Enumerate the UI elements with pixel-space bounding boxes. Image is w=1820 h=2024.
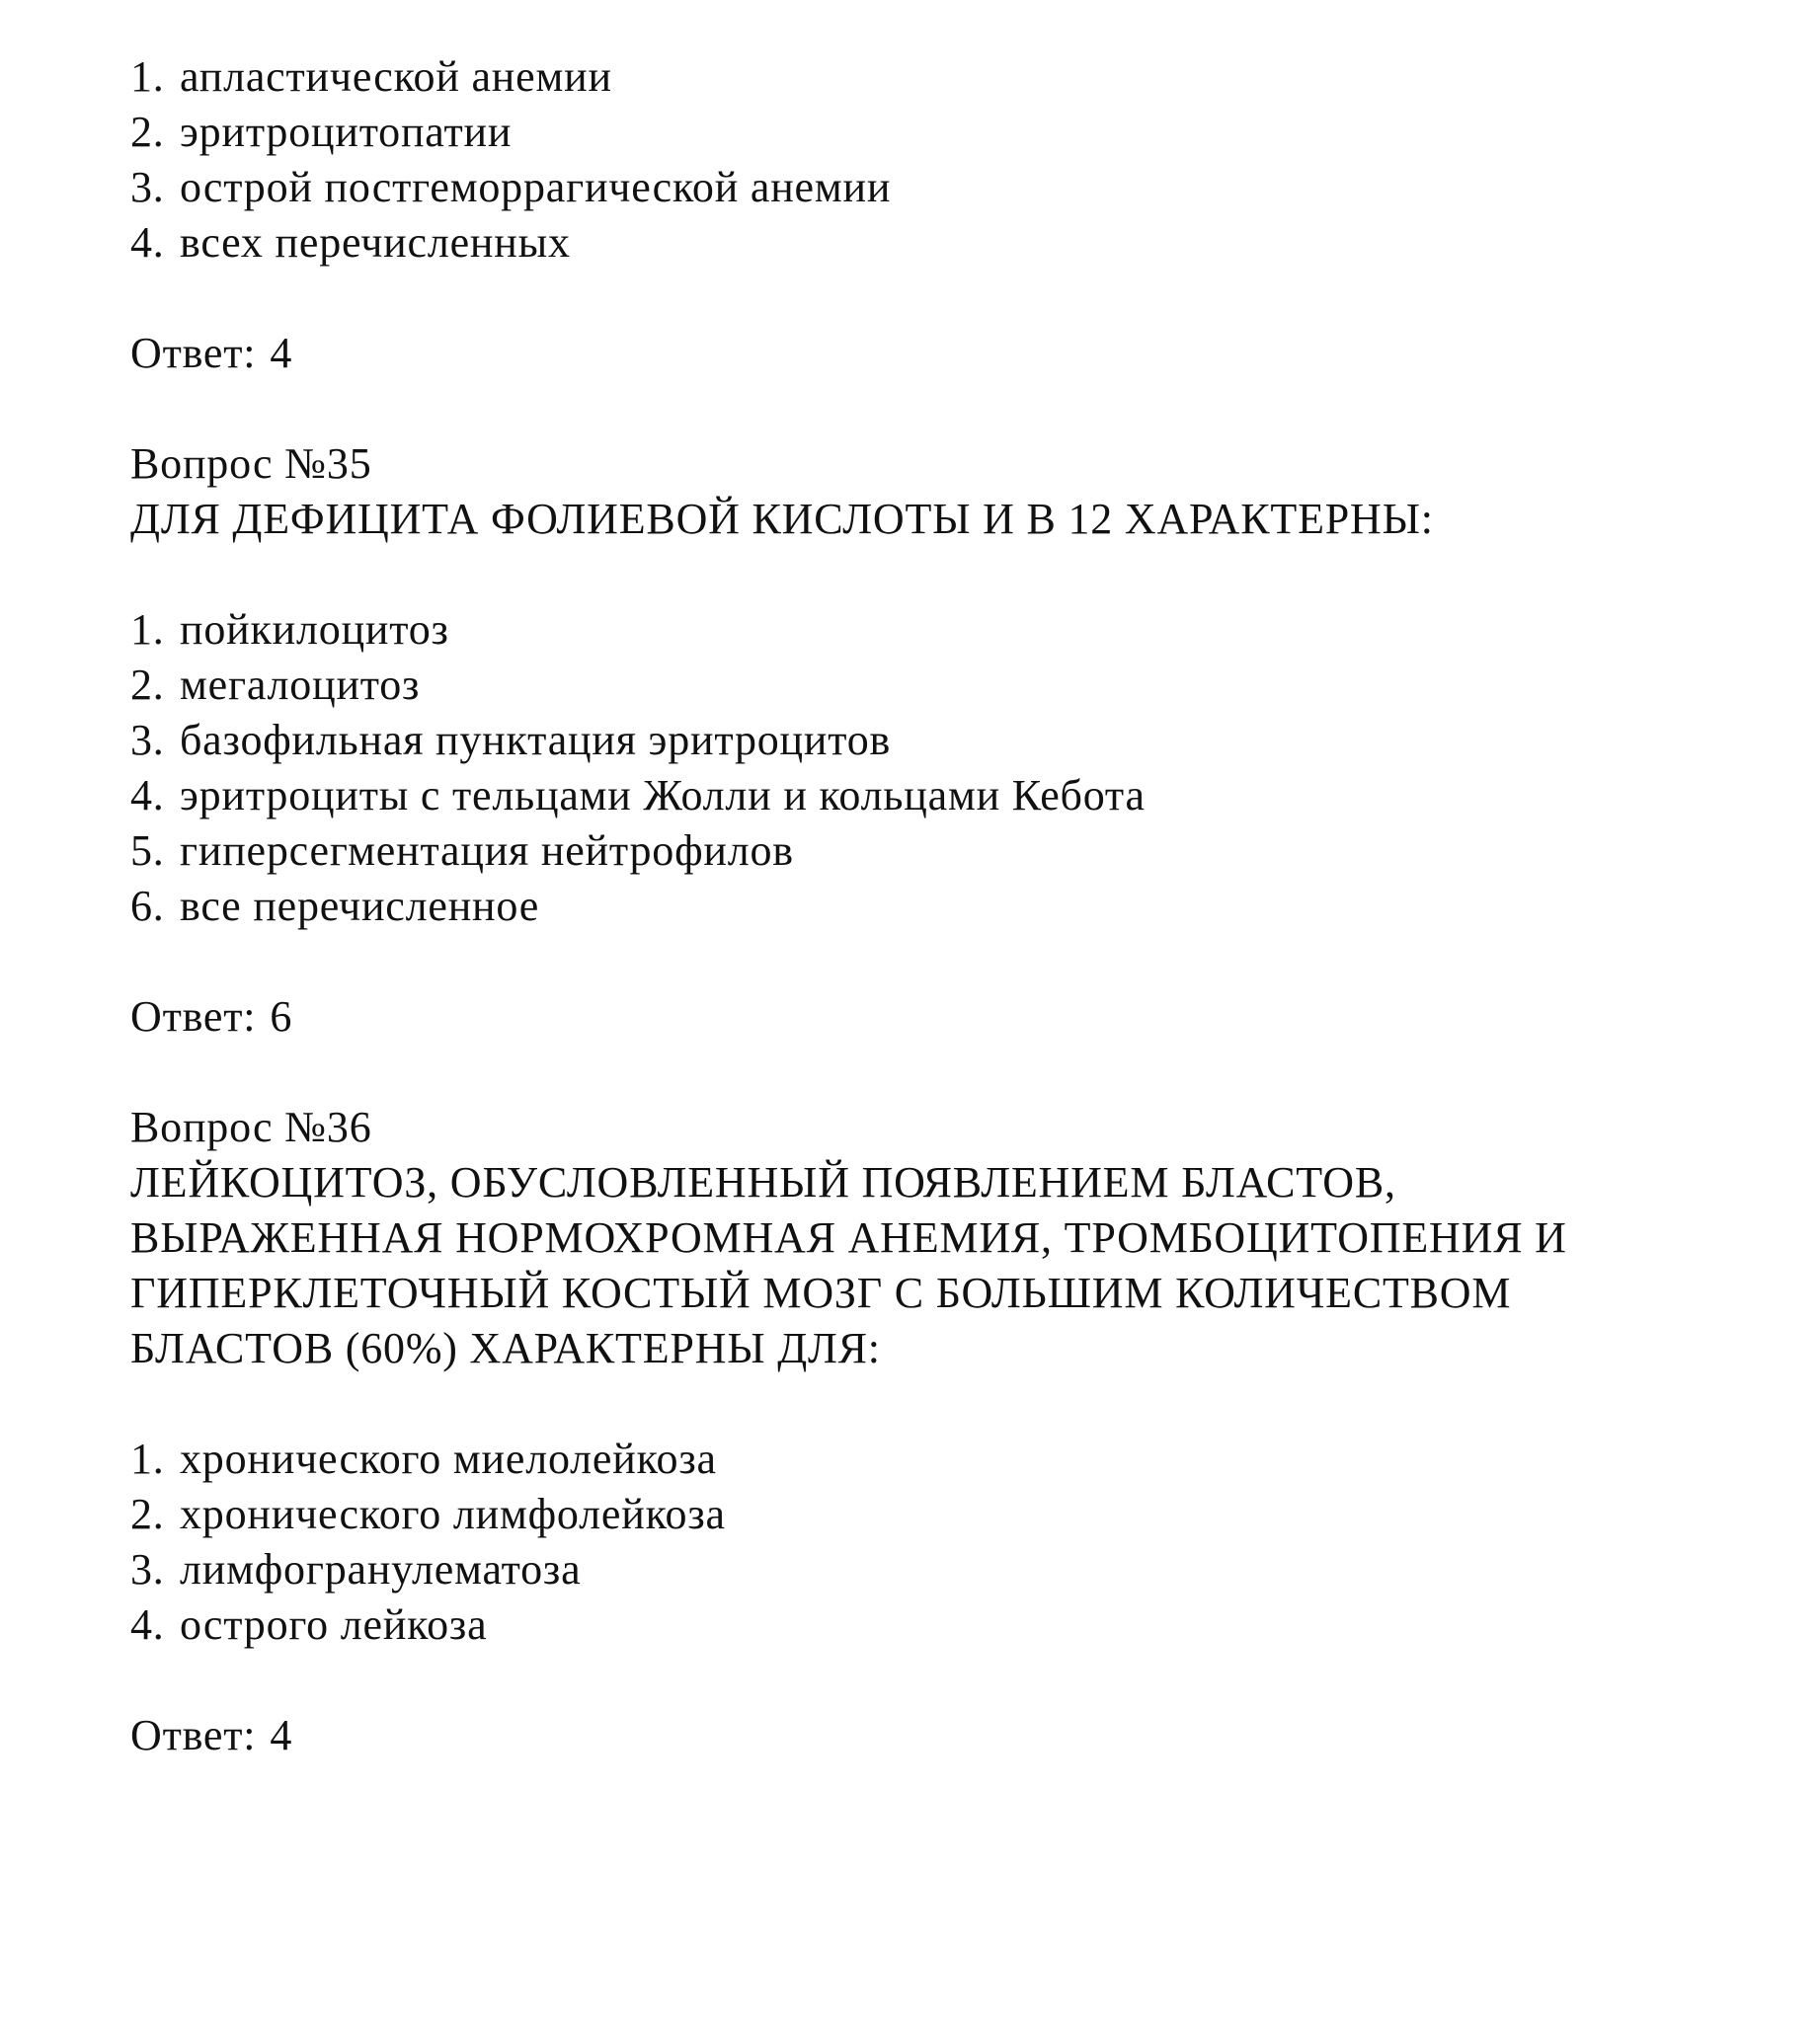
answer-line [130,989,1750,1045]
option-text: гиперсегментация нейтрофилов [180,826,794,875]
option-text: эритроцитопатии [180,108,513,156]
option-item [130,49,1750,105]
question-text-line: ВЫРАЖЕННАЯ НОРМОХРОМНАЯ АНЕМИЯ, ТРОМБОЦИТОПЕНИЯ И [130,1213,1567,1262]
spacer [130,1653,1750,1708]
option-text: острой постгеморрагической анемии [180,163,892,211]
option-item [130,658,1750,713]
answer-value: 4 [270,1711,293,1759]
option-text: хронического лимфолейкоза [180,1490,726,1538]
option-number: 1. [130,1435,165,1483]
option-item [130,1432,1750,1487]
option-text: острого лейкоза [180,1600,488,1649]
option-number: 2. [130,1490,165,1538]
options-list-top [130,49,1750,271]
answer-value: 4 [270,329,293,377]
option-item [130,1597,1750,1653]
option-item [130,1542,1750,1597]
question-text-line: ГИПЕРКЛЕТОЧНЫЙ КОСТЫЙ МОЗГ С БОЛЬШИМ КОЛИЧЕСТВОМ [130,1269,1512,1317]
spacer [130,1376,1750,1432]
option-text: всех перечисленных [180,218,571,267]
option-text: базофильная пунктация эритроцитов [180,716,892,764]
option-number: 4. [130,1600,165,1649]
option-text: апластической анемии [180,52,612,101]
answer-line [130,1708,1750,1763]
question-text: ДЛЯ ДЕФИЦИТА ФОЛИЕВОЙ КИСЛОТЫ И В 12 ХАРАКТЕРНЫ: [130,495,1434,543]
option-text: все перечисленное [180,882,540,930]
option-number: 4. [130,218,165,267]
option-item [130,1487,1750,1542]
option-number: 1. [130,605,165,654]
option-number: 3. [130,716,165,764]
option-item [130,602,1750,658]
option-number: 3. [130,1545,165,1594]
option-number: 3. [130,163,165,211]
spacer [130,1045,1750,1100]
answer-label: Ответ: [130,329,257,377]
answer-label: Ответ: [130,1711,257,1759]
question-text-line: ЛЕЙКОЦИТОЗ, ОБУСЛОВЛЕННЫЙ ПОЯВЛЕНИЕМ БЛАСТОВ, [130,1158,1396,1207]
question-title: Вопрос №36 [130,1103,372,1151]
answer-value: 6 [270,992,293,1041]
spacer [130,934,1750,989]
document-content [130,49,1750,1763]
option-number: 1. [130,52,165,101]
option-text: пойкилоцитоз [180,605,449,654]
option-number: 6. [130,882,165,930]
option-item [130,823,1750,879]
spacer [130,547,1750,602]
question-text-line: БЛАСТОВ (60%) ХАРАКТЕРНЫ ДЛЯ: [130,1324,881,1372]
option-text: лимфогранулематоза [180,1545,582,1594]
option-text: мегалоцитоз [180,661,421,709]
option-item [130,879,1750,934]
option-item [130,713,1750,768]
spacer [130,381,1750,436]
options-list-q36 [130,1432,1750,1653]
option-text: эритроциты с тельцами Жолли и кольцами Кебота [180,771,1146,819]
option-number: 4. [130,771,165,819]
option-item [130,105,1750,160]
option-item [130,215,1750,271]
answer-label: Ответ: [130,992,257,1041]
option-number: 2. [130,661,165,709]
option-number: 5. [130,826,165,875]
options-list-q35 [130,602,1750,934]
option-item [130,768,1750,823]
option-text: хронического миелолейкоза [180,1435,717,1483]
option-number: 2. [130,108,165,156]
option-item [130,160,1750,215]
answer-line [130,326,1750,381]
question-title: Вопрос №35 [130,439,372,488]
spacer [130,271,1750,326]
